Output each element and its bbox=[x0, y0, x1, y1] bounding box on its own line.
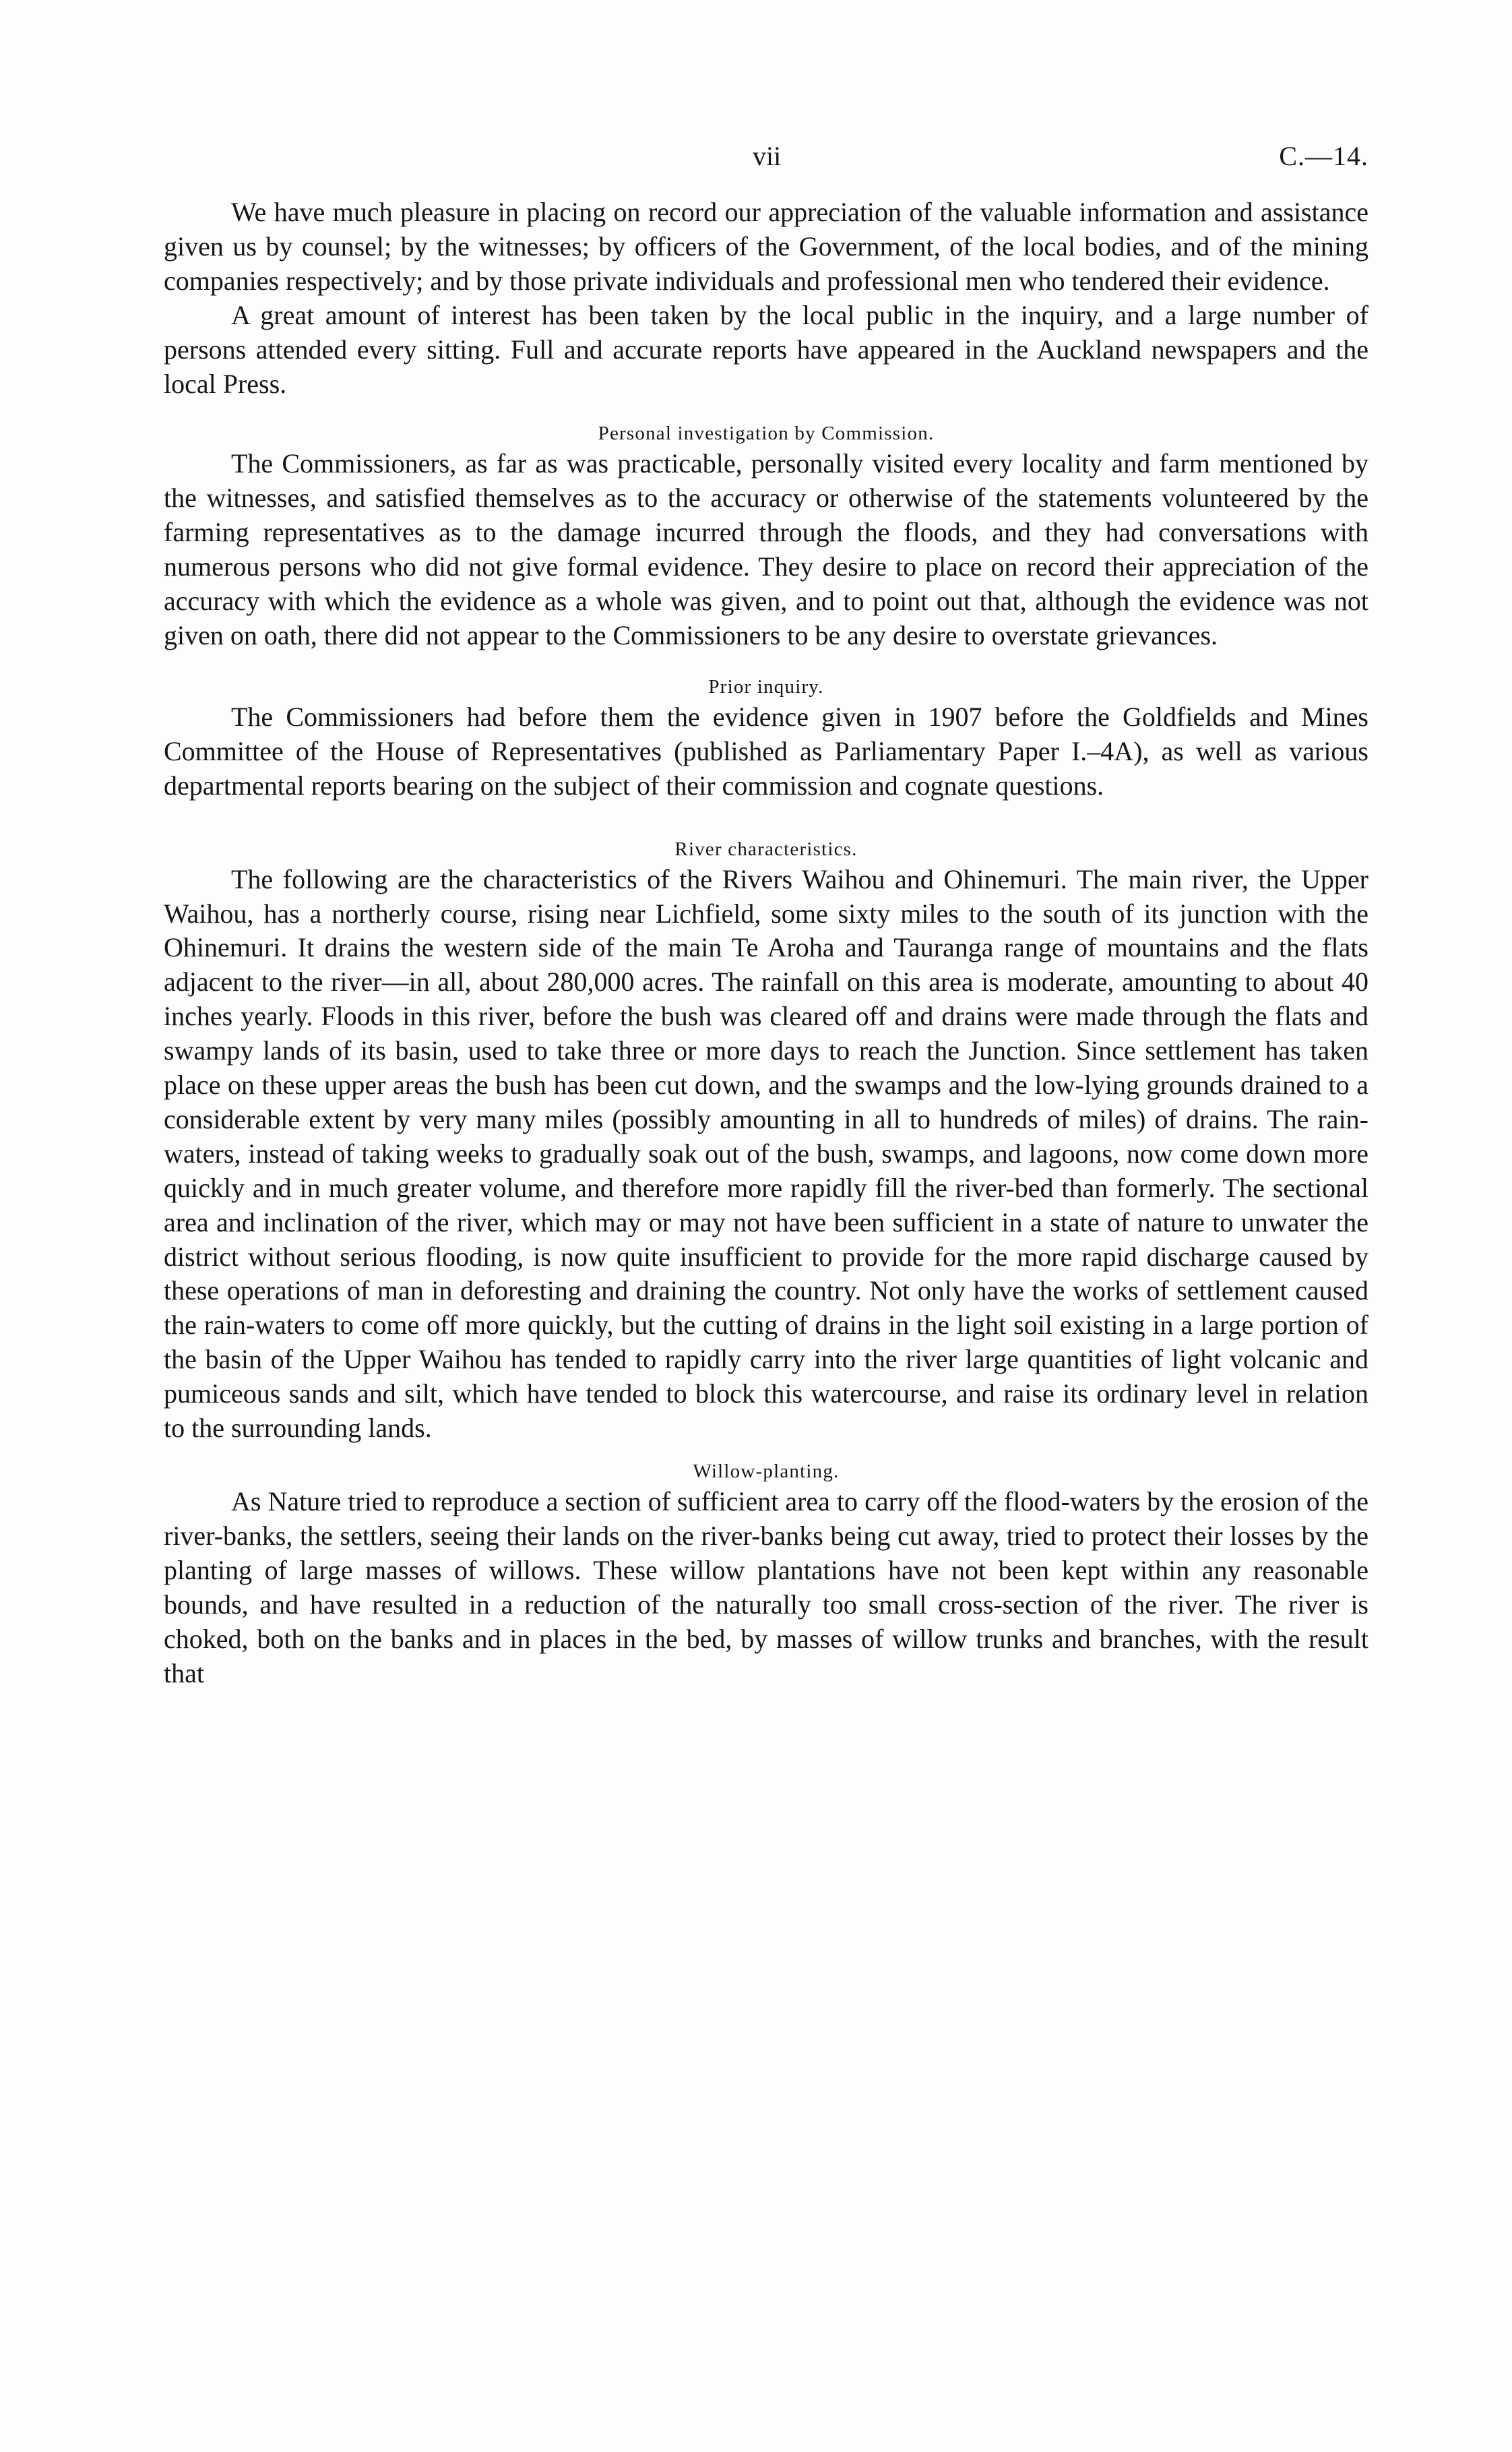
series-code: C.—14. bbox=[1279, 141, 1368, 171]
paragraph-personal-investigation: The Commissioners, as far as was practicable, personally visited every locality and farm mentioned by the witnesses, and satisfied themselves as to the accuracy or otherwise of the statements volunteered by the farming representatives as to the damage incurred through the floods, and they had conversations with numerous persons who did not give formal evidence. They desire to place on record their appreciation of the accuracy with which the evidence as a whole was given, and to point out that, although the evidence was not given on oath, there did not appear to the Commissioners to be any desire to overstate grievances. bbox=[164, 448, 1368, 650]
page-header bbox=[164, 138, 1368, 179]
body-text bbox=[164, 195, 1368, 1690]
paragraph-appreciation: We have much pleasure in placing on record our appreciation of the valuable information and assistance given us by counsel; by the witnesses; by officers of the Government, of the local bodies, and of the mining companies respectively; and by those private individuals and professional men who tendered their evidence. bbox=[164, 197, 1368, 296]
heading-willow-planting: Willow-planting. bbox=[693, 1461, 840, 1482]
paragraph-public-interest: A great amount of interest has been taken by the local public in the inquiry, and a large number of persons attended every sitting. Full and accurate reports have appeared in the Auckland newspapers and the local Press. bbox=[164, 299, 1368, 399]
paragraph-prior-inquiry: The Commissioners had before them the evidence given in 1907 before the Goldfields and Mines Committee of the House of Representatives (published as Parliamentary Paper I.–4A), as well as various departmental reports bearing on the subject of their commission and cognate questions. bbox=[164, 701, 1368, 801]
heading-prior-inquiry: Prior inquiry. bbox=[708, 675, 824, 698]
paragraph-willow-planting: As Nature tried to reproduce a section of sufficient area to carry off the flood-waters by the erosion of the river-banks, the settlers, seeing their lands on the river-banks being cut away, tried to protect their losses by the planting of large masses of willows. These willow plantations have not been kept within any reasonable bounds, and have resulted in a reduction of the naturally too small cross-section of the river. The river is choked, both on the banks and in places in the bed, by masses of willow trunks and branches, with the result that bbox=[164, 1486, 1368, 1688]
page-number: vii bbox=[753, 141, 782, 171]
heading-personal-investigation: Personal investigation by Commission. bbox=[598, 423, 935, 445]
paragraph-river-characteristics: The following are the characteristics of the Rivers Waihou and Ohinemuri. The main river, the Upper Waihou, has a northerly course, rising near Lichfield, some sixty miles to the south of its junction with the Ohinemuri. It drains the western side of the main Te Aroha and Tauranga range of mountains and the flats adjacent to the river—in all, about 280,000 acres. The rainfall on this area is moderate, amounting to about 40 inches yearly. Floods in this river, before the bush was cleared off and drains were made through the flats and swampy lands of its basin, used to take three or more days to reach the Junction. Since settlement has taken place on these upper areas the bush has been cut down, and the swamps and the low-lying grounds drained to a considerable extent by very many miles (possibly amounting in all to hundreds of miles) of drains. The rain-waters, instead of taking weeks to gradually soak out of the bush, swamps, and lagoons, now come down more quickly and in much greater volume, and therefore more rapidly fill the river-bed than formerly. The sectional area and inclination of the river, which may or may not have been sufficient in a state of nature to unwater the district without serious flooding, is now quite insufficient to provide for the more rapid discharge caused by these operations of man in deforesting and draining the country. Not only have the works of settlement caused the rain-waters to come off more quickly, but the cutting of drains in the light soil existing in a large portion of the basin of the Upper Waihou has tended to rapidly carry into the river large quantities of light volcanic and pumiceous sands and silt, which have tended to block this watercourse, and raise its ordinary level in relation to the surrounding lands. bbox=[164, 863, 1368, 1444]
heading-river-characteristics: River characteristics. bbox=[674, 838, 858, 860]
